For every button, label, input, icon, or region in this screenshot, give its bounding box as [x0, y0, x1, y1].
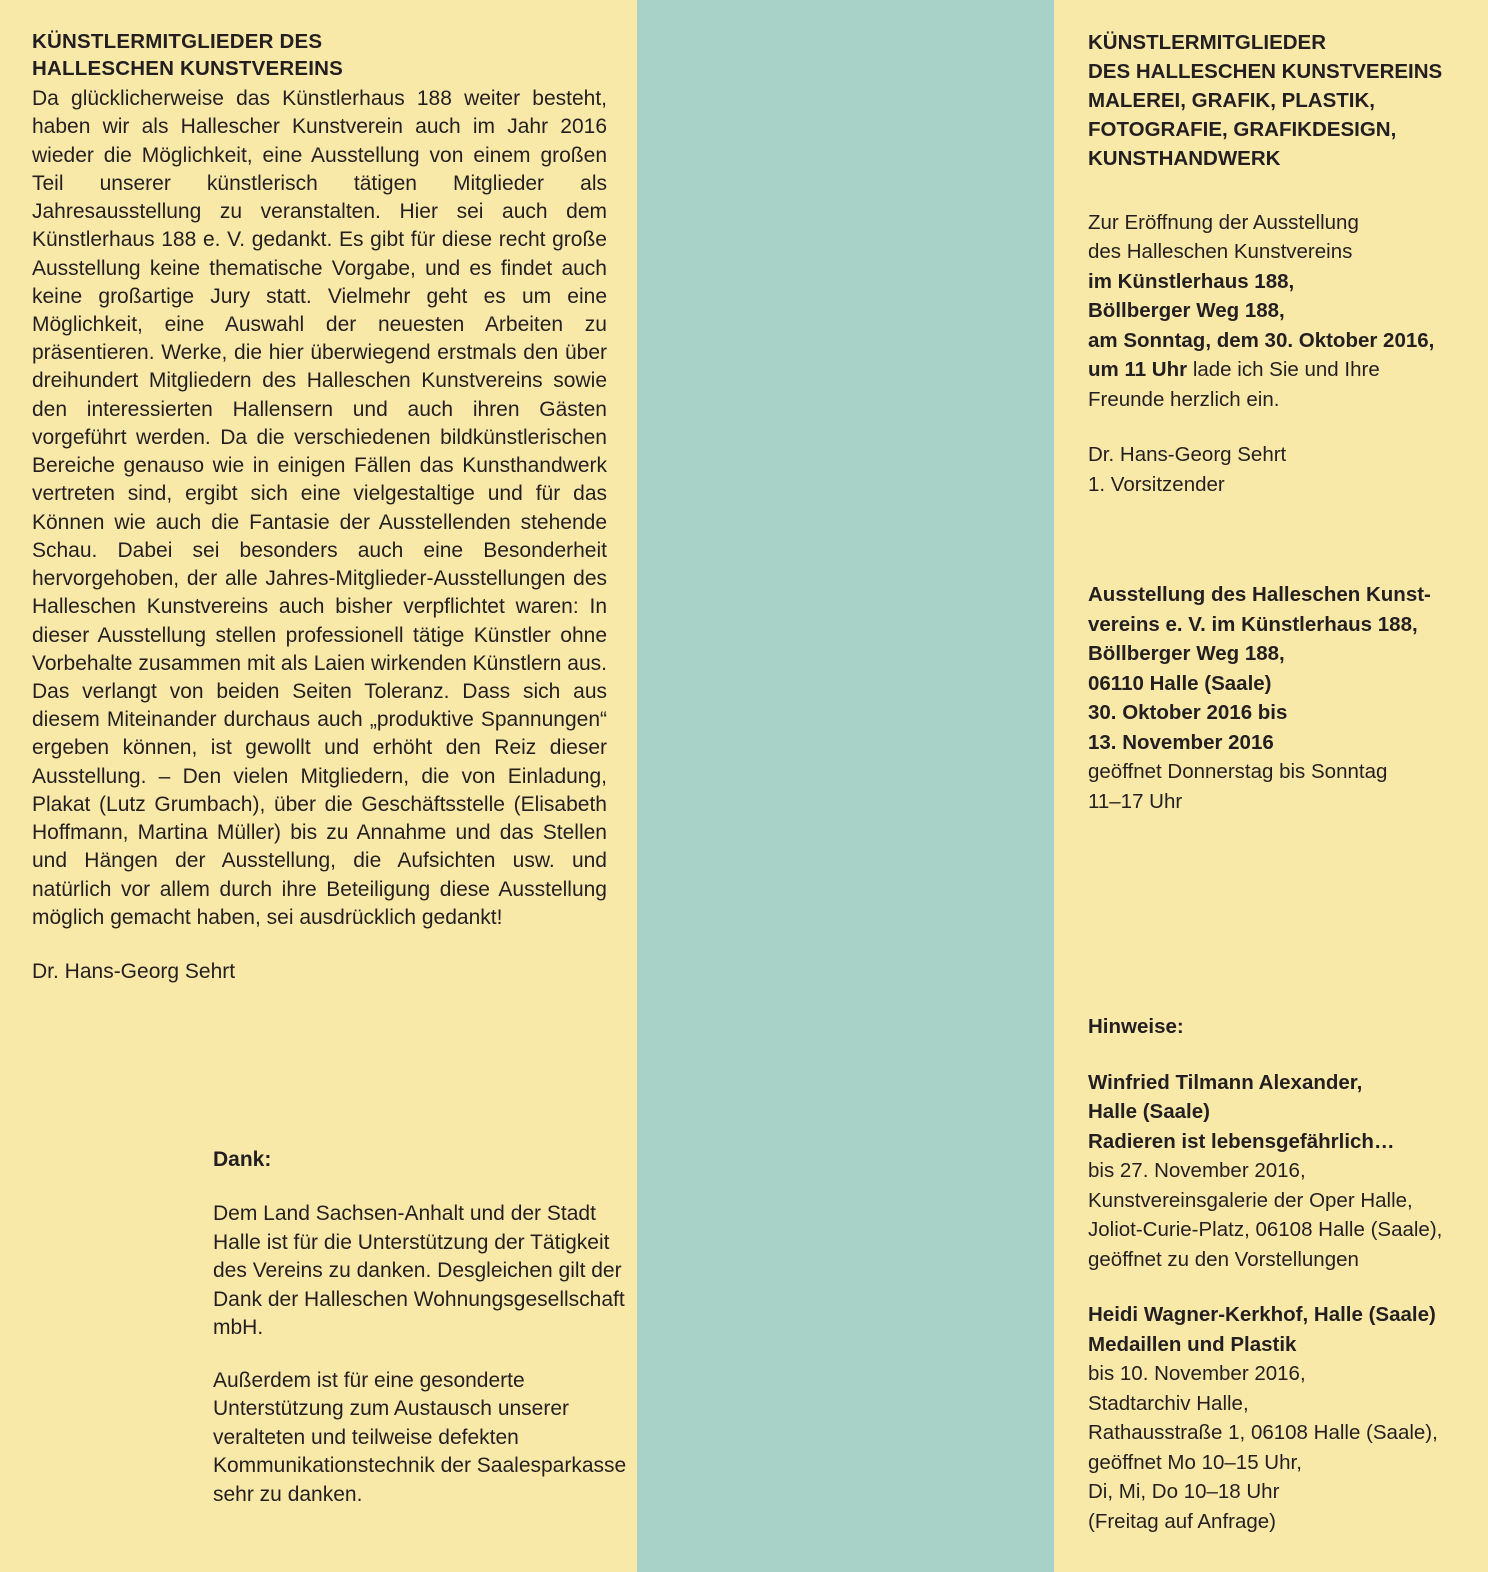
acknowledgement-block — [213, 1148, 633, 1533]
invitation-time-tail: lade ich Sie und Ihre — [1187, 358, 1380, 382]
invitation-time: um 11 Uhr — [1088, 358, 1188, 382]
note-2-line-5: Di, Mi, Do 10–18 Uhr — [1088, 1480, 1280, 1504]
spacer-after-heading — [1088, 174, 1458, 208]
exhibition-line-3: Böllberger Weg 188, — [1088, 642, 1285, 666]
left-body-text — [32, 85, 607, 932]
note-1-title: Radieren ist lebensgefährlich… — [1088, 1129, 1395, 1153]
note-1-line-3: Joliot-Curie-Platz, 06108 Halle (Saale), — [1088, 1218, 1443, 1242]
right-heading-line-1: KÜNSTLERMITGLIEDER — [1088, 31, 1327, 54]
exhibition-opening-hours: 11–17 Uhr — [1088, 789, 1183, 813]
spacer-before-signature — [1088, 414, 1458, 440]
exhibition-line-5: 30. Oktober 2016 bis — [1088, 701, 1288, 725]
notes-title: Hinweise: — [1088, 1015, 1184, 1038]
left-body-paragraph: Da glücklicherweise das Künstlerhaus 188 weiter besteht, haben wir als Hallescher Kunstverein auch im Jahr 2016 wieder die Möglichkeit, eine Ausstellung von einem großen Teil unserer künstlerisch tätigen Mitglieder als Jahresausstellung zu veranstalten. Hier sei auch dem Künstlerhaus 188 e. V. gedankt. Es gibt für diese recht große Ausstellung keine thematische Vorgabe, und es findet auch keine großartige Jury statt. Vielmehr geht es um eine Möglichkeit, eine Auswahl der neuesten Arbeiten zu präsentieren. Werke, die hier überwiegend erstmals den über dreihundert Mitgliedern des Halleschen Kunstvereins sowie den interessierten Hallensern und auch ihren Gästen vorgeführt werden. Da die verschiedenen bildkünstlerischen Bereiche genauso wie in einigen Fällen das Kunsthandwerk vertreten sind, ergibt sich eine vielgestaltige und für das Können wie auch die Fantasie der Ausstellenden stehende Schau. Dabei sei besonders auch eine Besonderheit hervorgehoben, der alle Jahres-Mitglieder-Ausstellungen des Halleschen Kunstvereins auch bisher verpflichtet waren: In dieser Ausstellung stellen professionell tätige Künstler ohne Vorbehalte zusammen mit als Laien wirkenden Künstlern aus. Das verlangt von beiden Seiten Toleranz. Dass sich aus diesem Miteinander durchaus auch „produktive Spannungen“ ergeben können, ist gewollt und erhöht den Reiz dieser Ausstellung. – Den vielen Mitgliedern, die von Einladung, Plakat (Lutz Grumbach), über die Geschäftsstelle (Elisabeth Hoffmann, Martina Müller) bis zu Annahme und das Stellen und Hängen der Ausstellung, die Aufsichten usw. und natürlich vor allem durch ihre Beteiligung diese Ausstellung möglich gemacht haben, sei ausdrücklich gedankt! — [32, 87, 607, 929]
exhibition-opening-days: geöffnet Donnerstag bis Sonntag — [1088, 760, 1388, 784]
note-item — [1088, 1300, 1478, 1536]
right-signature-block — [1088, 440, 1458, 499]
acknowledgement-paragraph-1: Dem Land Sachsen-Anhalt und der Stadt Halle ist für die Unterstützung der Tätigkeit des Vereins zu danken. Desgleichen gilt der Dank der Halleschen Wohnungsgesellschaft mbH. — [213, 1202, 625, 1340]
exhibition-line-2: vereins e. V. im Künstlerhaus 188, — [1088, 612, 1418, 636]
left-heading — [32, 28, 607, 82]
invitation-street: Böllberger Weg 188, — [1088, 299, 1285, 323]
right-heading-line-3: MALEREI, GRAFIK, PLASTIK, — [1088, 89, 1375, 113]
center-color-panel — [637, 0, 1054, 1572]
invitation-line-1: Zur Eröffnung der Ausstellung — [1088, 210, 1359, 234]
note-2-line-6: (Freitag auf Anfrage) — [1088, 1509, 1277, 1533]
left-column — [0, 0, 637, 1572]
left-heading-line-2: HALLESCHEN KUNSTVEREINS — [32, 57, 343, 81]
right-heading-line-5: KUNSTHANDWERK — [1088, 147, 1281, 171]
acknowledgement-paragraph-2: Außerdem ist für eine gesonderte Unterstützung zum Austausch unserer veralteten und teilweise defekten Kommunikationstechnik der Saalesparkasse sehr zu danken. — [213, 1368, 627, 1506]
right-heading-line-2: DES HALLESCHEN KUNSTVEREINS — [1088, 60, 1443, 84]
note-2-title: Medaillen und Plastik — [1088, 1332, 1297, 1356]
notes-block — [1088, 1012, 1478, 1536]
right-signature-role: 1. Vorsitzender — [1088, 472, 1225, 496]
spacer-between-notes — [1088, 1274, 1478, 1300]
note-2-line-1: bis 10. November 2016, — [1088, 1362, 1306, 1386]
note-2-line-3: Rathausstraße 1, 06108 Halle (Saale), — [1088, 1421, 1438, 1445]
left-heading-line-1: KÜNSTLERMITGLIEDER DES — [32, 30, 323, 53]
right-heading — [1088, 28, 1458, 174]
note-1-line-4: geöffnet zu den Vorstellungen — [1088, 1247, 1359, 1271]
note-2-line-4: geöffnet Mo 10–15 Uhr, — [1088, 1450, 1302, 1474]
exhibition-line-6: 13. November 2016 — [1088, 730, 1274, 754]
acknowledgement-title: Dank: — [213, 1148, 272, 1171]
invitation-venue: im Künstlerhaus 188, — [1088, 269, 1295, 293]
invitation-time-line — [1088, 355, 1458, 385]
note-1-line-2: Kunstvereinsgalerie der Oper Halle, — [1088, 1188, 1413, 1212]
left-signature: Dr. Hans-Georg Sehrt — [32, 960, 236, 984]
invitation-block — [1088, 208, 1458, 415]
invitation-last-line: Freunde herzlich ein. — [1088, 387, 1280, 411]
note-2-line-2: Stadtarchiv Halle, — [1088, 1391, 1249, 1415]
invitation-line-2: des Halleschen Kunstvereins — [1088, 240, 1353, 264]
right-heading-line-4: FOTOGRAFIE, GRAFIKDESIGN, — [1088, 118, 1397, 142]
right-column — [1054, 0, 1488, 1572]
invitation-date: am Sonntag, dem 30. Oktober 2016, — [1088, 328, 1435, 352]
exhibition-details-block — [1088, 580, 1468, 816]
exhibition-line-1: Ausstellung des Halleschen Kunst- — [1088, 583, 1431, 606]
note-1-line-1: bis 27. November 2016, — [1088, 1159, 1306, 1183]
right-signature-name: Dr. Hans-Georg Sehrt — [1088, 443, 1287, 467]
note-item — [1088, 1068, 1478, 1275]
note-1-name: Winfried Tilmann Alexander, — [1088, 1070, 1363, 1094]
note-2-name: Heidi Wagner-Kerkhof, Halle (Saale) — [1088, 1303, 1436, 1327]
exhibition-line-4: 06110 Halle (Saale) — [1088, 671, 1272, 695]
note-1-city: Halle (Saale) — [1088, 1100, 1210, 1124]
spacer-after-notes-title — [1088, 1042, 1478, 1068]
